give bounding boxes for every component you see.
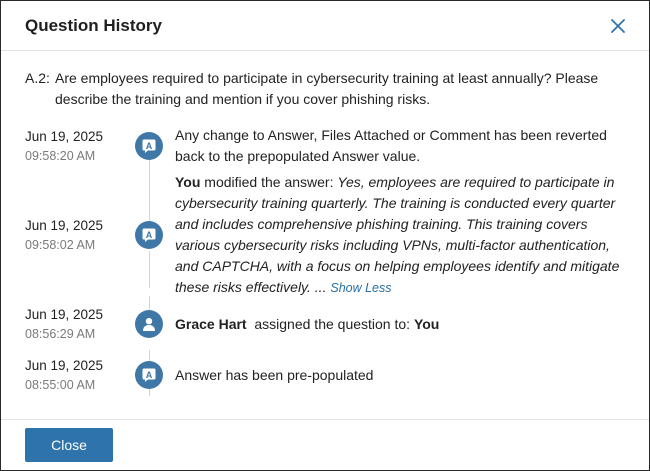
close-button[interactable]: Close	[25, 428, 113, 462]
history-entry	[25, 124, 625, 168]
entry-action: modified the answer:	[204, 173, 334, 190]
svg-text:A: A	[145, 370, 153, 380]
history-timeline	[25, 124, 625, 397]
dialog-footer	[1, 419, 649, 470]
entry-ellipsis: ...	[314, 278, 327, 295]
entry-description: Answer has been pre-populated	[175, 366, 374, 383]
history-entry	[25, 302, 625, 346]
question	[25, 51, 625, 110]
entry-date: Jun 19, 2025	[25, 128, 104, 144]
entry-timestamp	[25, 306, 129, 343]
svg-text:A: A	[145, 230, 153, 240]
entry-timestamp	[25, 357, 129, 394]
close-icon[interactable]	[605, 13, 631, 39]
entry-timestamp	[25, 128, 129, 165]
entry-description	[175, 314, 625, 335]
entry-time: 09:58:20 AM	[25, 148, 96, 163]
entry-time: 09:58:02 AM	[25, 237, 96, 252]
entry-action: assigned the question to:	[254, 315, 411, 332]
entry-actor: Grace Hart	[175, 315, 247, 332]
entry-date: Jun 19, 2025	[25, 217, 104, 233]
dialog-title: Question History	[25, 15, 162, 35]
entry-answer: Yes, employees are required to participate in cybersecurity training quarterly. The training is conducted every quarter and includes comprehensive phishing training. This training covers various cybersecurity risks including VPNs, multi-factor authentication, and CAPTCHA, with a focus on helping employees identify and mitigate these risks effectively.	[175, 173, 620, 295]
entry-date: Jun 19, 2025	[25, 306, 104, 322]
answer-icon	[135, 132, 163, 160]
entry-date: Jun 19, 2025	[25, 357, 104, 373]
entry-actor: You	[175, 173, 201, 190]
answer-icon	[135, 221, 163, 249]
show-less-link[interactable]: Show Less	[330, 280, 392, 295]
svg-text:A: A	[145, 141, 153, 151]
entry-target: You	[413, 315, 440, 332]
user-icon	[135, 310, 163, 338]
history-entry	[25, 353, 625, 397]
answer-icon	[135, 361, 163, 389]
history-entry	[25, 172, 625, 298]
dialog-header	[1, 1, 649, 51]
question-text: Are employees required to participate in cybersecurity training at least annually? Please describe the training and mention if you cover phishing risks.	[55, 70, 599, 107]
entry-time: 08:55:00 AM	[25, 377, 96, 392]
question-number: A.2:	[25, 70, 50, 86]
dialog-content	[1, 51, 649, 418]
entry-description	[175, 172, 625, 299]
entry-time: 08:56:29 AM	[25, 326, 96, 341]
entry-timestamp	[25, 217, 129, 254]
entry-description: Any change to Answer, Files Attached or Comment has been reverted back to the prepopulated Answer value.	[175, 127, 607, 164]
